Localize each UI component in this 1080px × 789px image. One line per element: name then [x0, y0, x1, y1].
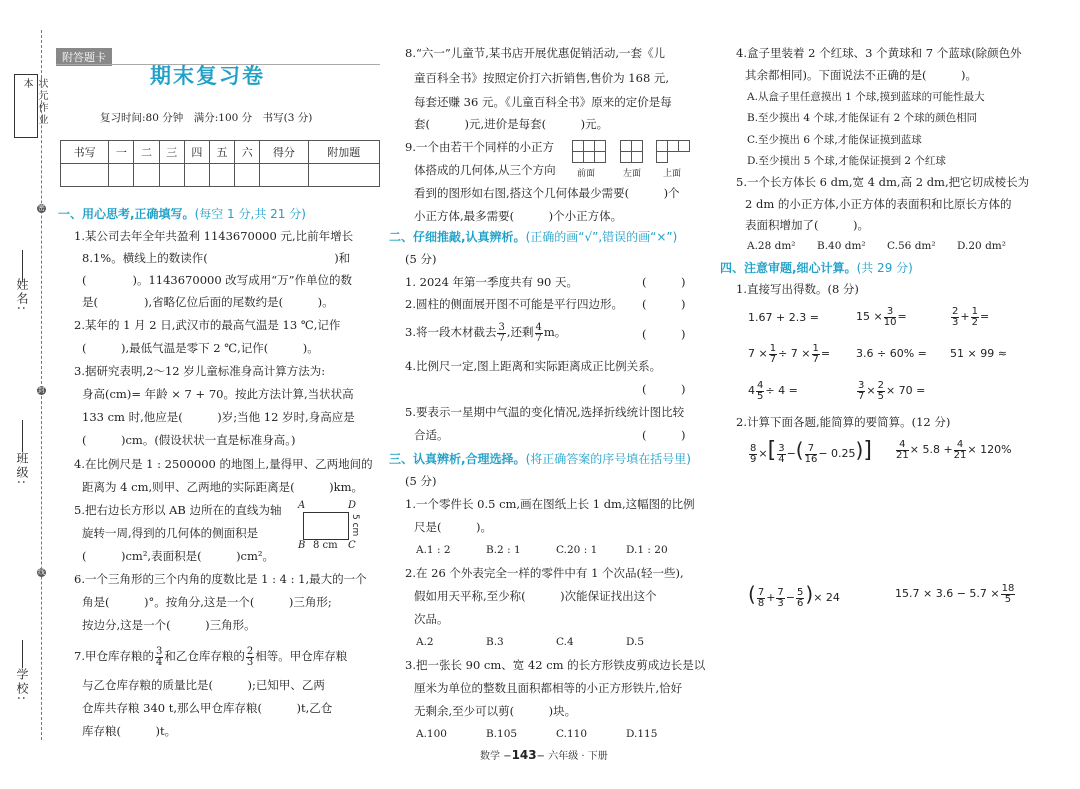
- tf-item-4: 4.比例尺一定,图上距离和实际距离成正比例关系。: [405, 359, 662, 373]
- q3-line: 3.据研究表明,2～12 岁儿童标准身高计算方法为:: [74, 364, 326, 378]
- calc1-a: 1.67 + 2.3 =: [748, 311, 819, 324]
- tf-item-3-text: 3.将一段木材截去: [405, 325, 497, 339]
- tf-item-5-cont: 合适。: [414, 428, 449, 442]
- mc2-line: 2.在 26 个外表完全一样的零件中有 1 个次品(轻一些),: [405, 566, 684, 580]
- mc3-line: 厘米为单位的整数且面积都相等的小正方形铁片,恰好: [414, 681, 683, 695]
- section-2-note: (正确的画“√”,错误的画“×”): [525, 230, 678, 244]
- numerator: 3: [498, 321, 505, 333]
- mc2-option-b: B.3: [486, 636, 504, 648]
- expr-text: ÷ 4 =: [765, 384, 798, 397]
- view-label-front: 前面: [577, 169, 596, 179]
- q7-fraction: [246, 647, 254, 668]
- section-3-note: (将正确答案的序号填在括号里): [525, 452, 691, 466]
- paren-open: (: [795, 438, 804, 462]
- name-label: 姓名:: [15, 278, 29, 313]
- page-number: 143: [511, 748, 537, 762]
- tf-answer-2[interactable]: ( ): [642, 297, 686, 311]
- expr-text: −: [786, 447, 796, 460]
- denominator: 7: [535, 332, 542, 344]
- footer-page-suffix: −: [536, 751, 546, 762]
- q8-line: 套( )元,进价是每套( )元。: [414, 117, 609, 131]
- binding-hole: [37, 204, 46, 213]
- section-3-points: (5 分): [405, 474, 437, 488]
- expr-text: 15.7 × 3.6 − 5.7 ×: [895, 587, 1000, 600]
- fraction: [749, 444, 757, 465]
- numerator: 8: [750, 442, 757, 454]
- expr-text: +: [960, 310, 970, 323]
- q1-line: 1.某公司去年全年共盈利 1143670000 元,比前年增长: [74, 229, 354, 243]
- q4-line: 距离为 4 cm,则甲、乙两地的实际距离是( )km。: [82, 480, 363, 494]
- mc4-option-b: B.至少摸出 4 个球,才能保证有 2 个球的颜色相同: [747, 112, 978, 124]
- fraction: [805, 444, 818, 465]
- score-cell[interactable]: [260, 164, 308, 187]
- expr-text: 7 ×: [748, 347, 768, 360]
- footer-grade: 六年级 · 下册: [548, 751, 608, 762]
- section-4-note: (共 29 分): [856, 261, 913, 275]
- calc1-b: [856, 304, 907, 330]
- mc5-line: 2 dm 的小正方体,小正方体的表面积和比原长方体的: [745, 197, 1012, 211]
- mc3-option-a: A.100: [416, 728, 447, 740]
- expr-text: 15 ×: [856, 310, 883, 323]
- mc4-line: 其余都相同)。下面说法不正确的是( )。: [745, 68, 977, 82]
- numerator: 18: [1001, 582, 1015, 594]
- fraction: [757, 588, 765, 609]
- mc1-line: 尺是( )。: [414, 520, 492, 534]
- denominator: 9: [750, 453, 757, 465]
- fraction: [776, 588, 784, 609]
- fraction: [971, 307, 979, 328]
- score-header: 六: [235, 141, 260, 164]
- calc1-f: 51 × 99 ≈: [950, 347, 1007, 360]
- denominator: 2: [971, 316, 978, 328]
- calc2-expr-3: [748, 580, 840, 612]
- numerator: 5: [797, 586, 804, 598]
- denominator: 4: [778, 453, 785, 465]
- section-2-heading: [389, 230, 677, 244]
- class-label: 班级:: [15, 452, 29, 487]
- q8-line: 8.“六一”儿童节,某书店开展优惠促销活动,一套《儿: [405, 46, 666, 60]
- numerator: 3: [884, 307, 897, 318]
- score-cell[interactable]: [184, 164, 209, 187]
- q1-line: 是( ),省略亿位后面的尾数约是( )。: [82, 295, 334, 309]
- score-header: 五: [209, 141, 234, 164]
- binding-hole: [37, 386, 46, 395]
- footer-subject: 数学: [480, 751, 500, 762]
- tf-item-3-text: m。: [543, 325, 567, 339]
- section-1-title: 一、用心思考,正确填写。: [58, 207, 195, 221]
- q8-line: 童百科全书》按照定价打六折销售,售价为 168 元,: [414, 71, 670, 85]
- mc1-option-d: D.1 : 20: [626, 544, 668, 556]
- expr-text: × 24: [813, 591, 840, 604]
- q7-fraction: [155, 647, 163, 668]
- view-label-top: 上面: [663, 169, 682, 179]
- numerator: 1: [971, 305, 978, 317]
- tf3-fraction: [497, 323, 505, 344]
- tf3-fraction: [535, 323, 543, 344]
- binding-mark: 密: [38, 204, 45, 212]
- denominator: 3: [777, 597, 784, 609]
- q9-line: 看到的图形如右图,搭这个几何体最少需要( )个: [414, 186, 680, 200]
- q9-line: 体搭成的几何体,从三个方向: [414, 163, 556, 177]
- fraction: [769, 344, 777, 365]
- tf-answer-3[interactable]: ( ): [642, 327, 686, 341]
- q5-vertex-a: A: [298, 500, 306, 511]
- q5-line: 5.把右边长方形以 AB 边所在的直线为轴: [74, 503, 282, 517]
- q8-line: 每套还赚 36 元。《儿童百科全书》原来的定价是每: [414, 95, 672, 109]
- q5-height-label: 5 cm: [350, 514, 360, 537]
- numerator: 4: [757, 379, 764, 391]
- q5-line: ( )cm²,表面积是( )cm²。: [82, 549, 275, 563]
- score-header: 一: [109, 141, 134, 164]
- calc1-title: 1.直接写出得数。(8 分): [736, 282, 859, 296]
- score-header: 二: [134, 141, 159, 164]
- q4-line: 4.在比例尺是 1 : 2500000 的地图上,量得甲、乙两地间的: [74, 457, 373, 471]
- denominator: 21: [953, 449, 967, 461]
- brand-box: [14, 74, 47, 138]
- expr-text: =: [979, 310, 990, 323]
- left-view-figure: [620, 140, 650, 164]
- score-cell[interactable]: [159, 164, 184, 187]
- expr-text: ÷ 7 ×: [778, 347, 811, 360]
- expr-text: × 120%: [967, 443, 1012, 456]
- numerator: 3: [155, 645, 163, 657]
- tf-answer-1[interactable]: ( ): [642, 275, 686, 289]
- tf-item-2: 2.圆柱的侧面展开图不可能是平行四边形。: [405, 297, 623, 311]
- q7-line: 库存粮( )t。: [82, 724, 177, 738]
- denominator: 16: [804, 453, 818, 465]
- denominator: 21: [896, 449, 909, 461]
- mc2-option-d: D.5: [626, 636, 645, 648]
- expr-text: 4: [748, 384, 755, 397]
- denominator: 6: [797, 597, 804, 609]
- mc5-option-a: A.28 dm²: [747, 240, 796, 252]
- score-cell[interactable]: [235, 164, 260, 187]
- mc2-option-c: C.4: [556, 636, 574, 648]
- score-header: 四: [184, 141, 209, 164]
- class-line[interactable]: [22, 420, 23, 452]
- tf-item-3: [405, 320, 566, 344]
- numerator: 3: [858, 379, 865, 391]
- mc2-option-a: A.2: [416, 636, 434, 648]
- tf-answer-5[interactable]: ( ): [642, 428, 686, 442]
- fraction: [877, 381, 885, 402]
- expr-text: ×: [866, 384, 876, 397]
- tf-answer-4[interactable]: ( ): [642, 382, 686, 396]
- score-cell[interactable]: [61, 164, 109, 187]
- paren-open: (: [748, 582, 756, 606]
- binding-mark: 线: [38, 568, 45, 576]
- fraction: [884, 307, 897, 328]
- q7-text: 相等。甲仓库存粮: [255, 649, 348, 663]
- calc2-expr-1: [748, 436, 872, 468]
- exam-info: 复习时间:80 分钟 满分:100 分 书写(3 分): [100, 112, 313, 124]
- fraction: [777, 444, 785, 465]
- calc1-g: [748, 378, 798, 404]
- score-cell[interactable]: [308, 164, 379, 187]
- section-1-heading: [58, 207, 306, 221]
- score-table: [60, 140, 380, 187]
- fraction: [896, 440, 909, 461]
- denominator: 10: [883, 316, 897, 328]
- section-3-title: 三、认真辨析,合理选择。: [389, 452, 526, 466]
- mc1-option-c: C.20 : 1: [556, 544, 598, 556]
- expr-text: −: [785, 591, 795, 604]
- tf-item-3-text: ,还剩: [506, 325, 534, 339]
- answer-card-tag: 附答题卡: [56, 48, 112, 66]
- denominator: 5: [757, 390, 764, 402]
- denominator: 3: [246, 656, 254, 668]
- mc4-option-c: C.至少摸出 6 个球,才能保证摸到蓝球: [747, 134, 922, 146]
- mc2-line: 次品。: [414, 612, 449, 626]
- q9-line: 小正方体,最多需要( )个小正方体。: [414, 209, 623, 223]
- calc1-e: 3.6 ÷ 60% =: [856, 347, 927, 360]
- numerator: 2: [952, 305, 959, 317]
- mc5-option-c: C.56 dm²: [887, 240, 936, 252]
- brand-text: 状元作业本: [21, 78, 47, 126]
- mc5-line: 表面积增加了( )。: [745, 218, 869, 232]
- score-cell[interactable]: [134, 164, 159, 187]
- expr-text: × 70 =: [885, 384, 926, 397]
- q1-line: ( )。1143670000 改写成用“万”作单位的数: [82, 273, 353, 287]
- q9-line: 9.一个由若干个同样的小正方: [405, 140, 554, 154]
- fraction: [857, 381, 865, 402]
- q7-text: 7.甲仓库存粮的: [74, 649, 154, 663]
- q5-width-label: 8 cm: [313, 540, 338, 551]
- binding-mark: 封: [38, 386, 45, 394]
- denominator: 5: [877, 390, 884, 402]
- school-line[interactable]: [22, 640, 23, 668]
- denominator: 3: [952, 316, 959, 328]
- paren-close: ): [805, 582, 814, 606]
- numerator: 1: [769, 342, 777, 354]
- mc3-line: 无剩余,至少可以剪( )块。: [414, 704, 577, 718]
- expr-text: =: [897, 310, 907, 323]
- numerator: 7: [805, 444, 818, 455]
- denominator: 7: [498, 332, 505, 344]
- q2-line: ( ),最低气温是零下 2 ℃,记作( )。: [82, 341, 319, 355]
- q7-text: 和乙仓库存粮的: [164, 649, 245, 663]
- score-header: 附加题: [308, 141, 379, 164]
- q5-rectangle-figure: [303, 512, 349, 540]
- view-label-left: 左面: [623, 169, 642, 179]
- score-header: 书写: [61, 141, 109, 164]
- mc5-option-d: D.20 dm²: [957, 240, 1006, 252]
- numerator: 4: [535, 321, 542, 333]
- q3-line: ( )cm。(假设状状一直是标准身高。): [82, 433, 296, 447]
- numerator: 4: [954, 440, 967, 451]
- fraction: [951, 307, 959, 328]
- fraction: [796, 588, 804, 609]
- mc4-option-a: A.从盒子里任意摸出 1 个球,摸到蓝球的可能性最大: [747, 91, 985, 103]
- q1-line: 8.1%。横线上的数读作( )和: [82, 251, 351, 265]
- fraction: [812, 344, 820, 365]
- mc3-option-c: C.110: [556, 728, 588, 740]
- school-label: 学校:: [15, 668, 29, 703]
- mc4-option-d: D.至少摸出 5 个球,才能保证摸到 2 个红球: [747, 155, 946, 167]
- footer-page-prefix: −: [503, 751, 512, 762]
- tf-item-1: 1. 2024 年第一季度共有 90 天。: [405, 275, 578, 289]
- mc3-line: 3.把一张长 90 cm、宽 42 cm 的长方形铁皮剪成边长是以: [405, 658, 706, 672]
- denominator: 5: [1004, 593, 1012, 605]
- section-1-note: (每空 1 分,共 21 分): [194, 207, 306, 221]
- calc1-c: [950, 304, 989, 330]
- fraction: [954, 440, 967, 461]
- binding-hole: [37, 568, 46, 577]
- expr-text: +: [766, 591, 776, 604]
- mc4-line: 4.盒子里装着 2 个红球、3 个黄球和 7 个蓝球(除颜色外: [736, 46, 1022, 60]
- mc3-option-d: D.115: [626, 728, 658, 740]
- numerator: 7: [777, 586, 784, 598]
- section-4-heading: [720, 261, 913, 275]
- q3-line: 133 cm 时,他应是( )岁;当他 12 岁时,身高应是: [82, 410, 355, 424]
- calc1-d: [748, 341, 830, 367]
- numerator: 2: [877, 379, 884, 391]
- q2-line: 2.某年的 1 月 2 日,武汉市的最高气温是 13 ℃,记作: [74, 318, 341, 332]
- calc2-expr-4: [895, 580, 1016, 608]
- q5-line: 旋转一周,得到的几何体的侧面积是: [82, 526, 259, 540]
- section-2-title: 二、仔细推敲,认真辨析。: [389, 230, 526, 244]
- q7-line: 仓库共存粮 340 t,那么甲仓库存粮( )t,乙仓: [82, 701, 333, 715]
- denominator: 7: [769, 353, 777, 365]
- denominator: 8: [757, 597, 765, 609]
- numerator: 3: [778, 442, 785, 454]
- mc1-option-b: B.2 : 1: [486, 544, 521, 556]
- page-footer: [480, 747, 608, 762]
- name-line[interactable]: [22, 250, 23, 280]
- mc5-line: 5.一个长方体长 6 dm,宽 4 dm,高 2 dm,把它切成棱长为: [736, 175, 1030, 189]
- calc2-expr-2: [895, 436, 1012, 464]
- fraction: [756, 381, 764, 402]
- mc1-line: 1.一个零件长 0.5 cm,画在图纸上长 1 dm,这幅图的比例: [405, 497, 695, 511]
- numerator: 7: [757, 586, 765, 598]
- bracket-open: [: [767, 438, 777, 463]
- calc1-h: [856, 378, 925, 404]
- fraction: [1001, 584, 1016, 605]
- top-view-figure: [656, 140, 696, 164]
- section-2-points: (5 分): [405, 252, 437, 266]
- expr-text: =: [820, 347, 831, 360]
- q5-vertex-c: C: [348, 540, 356, 551]
- score-cell[interactable]: [109, 164, 134, 187]
- score-header: 得分: [260, 141, 308, 164]
- q5-vertex-b: B: [298, 540, 306, 551]
- numerator: 2: [246, 645, 254, 657]
- score-cell[interactable]: [209, 164, 234, 187]
- q6-line: 按边分,这是一个( )三角形。: [82, 618, 256, 632]
- mc5-option-b: B.40 dm²: [817, 240, 866, 252]
- numerator: 1: [812, 342, 819, 354]
- q5-vertex-d: D: [348, 500, 357, 511]
- section-4-title: 四、注意审题,细心计算。: [720, 261, 857, 275]
- q3-line: 身高(cm)= 年龄 × 7 + 70。按此方法计算,当状状高: [82, 387, 354, 401]
- q7-line: 与乙仓库存粮的质量比是( );已知甲、乙两: [82, 678, 325, 692]
- score-header: 三: [159, 141, 184, 164]
- mc2-line: 假如用天平称,至少称( )次能保证找出这个: [414, 589, 657, 603]
- q6-line: 角是( )°。按角分,这是一个( )三角形;: [82, 595, 332, 609]
- expr-text: − 0.25: [818, 447, 856, 460]
- mc1-option-a: A.1 : 2: [416, 544, 451, 556]
- numerator: 4: [896, 440, 909, 451]
- denominator: 7: [812, 353, 819, 365]
- tf-item-5: 5.要表示一星期中气温的变化情况,选择折线统计图比较: [405, 405, 685, 419]
- q6-line: 6.一个三角形的三个内角的度数比是 1 : 4 : 1,最大的一个: [74, 572, 367, 586]
- expr-text: ×: [758, 447, 768, 460]
- expr-text: × 5.8 +: [909, 443, 953, 456]
- mc3-option-b: B.105: [486, 728, 518, 740]
- denominator: 7: [858, 390, 865, 402]
- paren-close: ): [855, 438, 864, 462]
- calc2-title: 2.计算下面各题,能简算的要简算。(12 分): [736, 415, 951, 429]
- denominator: 4: [155, 656, 163, 668]
- front-view-figure: [572, 140, 612, 164]
- page-title: 期末复习卷: [150, 64, 265, 88]
- section-3-heading: [389, 452, 691, 466]
- bracket-close: ]: [863, 438, 872, 463]
- q7-line: [74, 645, 347, 668]
